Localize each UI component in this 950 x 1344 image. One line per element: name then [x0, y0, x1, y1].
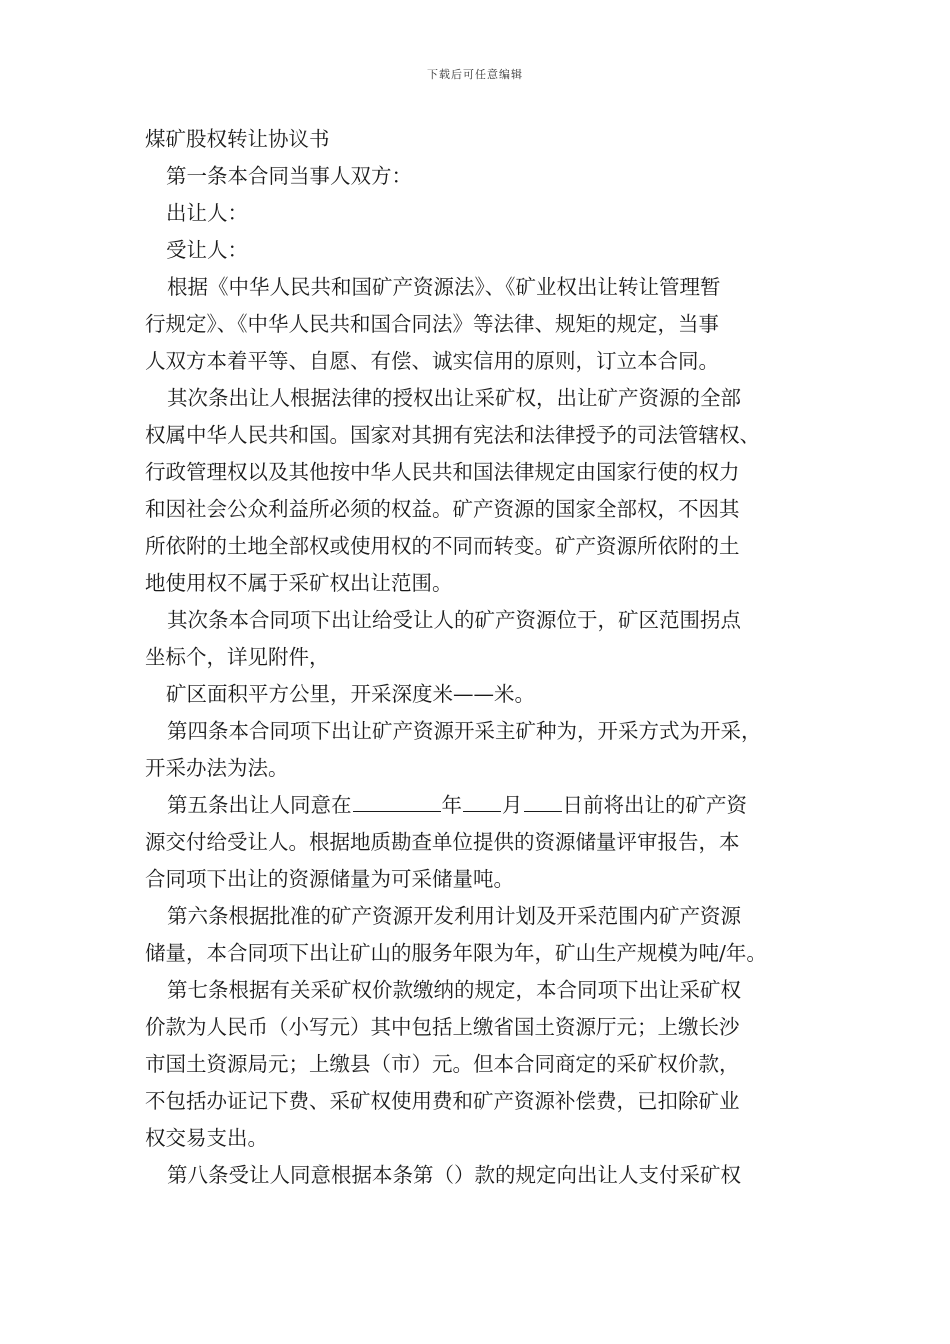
- preamble-line: 人双方本着平等、自愿、有偿、诚实信用的原则，订立本合同。: [145, 349, 719, 373]
- article-7-line: 第七条根据有关采矿权价款缴纳的规定，本合同项下出让采矿权: [167, 978, 741, 1002]
- document-title: 煤矿股权转让协议书: [145, 127, 330, 151]
- article-2-line: 行政管理权以及其他按中华人民共和国法律规定由国家行使的权力: [145, 460, 740, 484]
- article-7-line: 价款为人民币（小写元）其中包括上缴省国土资源厅元；上缴长沙: [145, 1015, 740, 1039]
- article-2-line: 其次条出让人根据法律的授权出让采矿权，出让矿产资源的全部: [167, 386, 741, 410]
- article-2-line: 和因社会公众利益所必须的权益。矿产资源的国家全部权，不因其: [145, 497, 740, 521]
- article-7-line: 市国土资源局元；上缴县（市）元。但本合同商定的采矿权价款，: [145, 1052, 740, 1076]
- article-5-first-line: [145, 787, 810, 824]
- article-7-line: 权交易支出。: [145, 1126, 268, 1150]
- month-blank: [463, 789, 501, 812]
- header-note: 下载后可任意编辑: [427, 68, 523, 81]
- article-4-line: 开采办法为法。: [145, 756, 289, 780]
- article-5-text: 第五条出让人同意在: [167, 793, 352, 817]
- day-blank: [524, 789, 562, 812]
- preamble-line: 根据《中华人民共和国矿产资源法》、《矿业权出让转让管理暂: [167, 275, 721, 299]
- article-1: 第一条本合同当事人双方：: [166, 164, 412, 188]
- article-2-line: 所依附的土地全部权或使用权的不同而转变。矿产资源所依附的土: [145, 534, 740, 558]
- article-3-line: 其次条本合同项下出让给受让人的矿产资源位于，矿区范围拐点: [167, 608, 741, 632]
- transferor-label: 出让人：: [166, 201, 248, 225]
- article-3-line: 坐标个，详见附件，: [145, 645, 330, 669]
- article-5-text: 日前将出让的矿产资: [562, 793, 747, 817]
- article-5-line: 合同项下出让的资源储量为可采储量吨。: [145, 867, 514, 891]
- transferee-label: 受让人：: [166, 238, 248, 262]
- year-blank: [353, 789, 441, 812]
- article-6-line: 第六条根据批准的矿产资源开发利用计划及开采范围内矿产资源: [167, 904, 741, 928]
- month-label: 月: [502, 793, 523, 817]
- article-4-line: 第四条本合同项下出让矿产资源开采主矿种为，开采方式为开采，: [167, 719, 762, 743]
- preamble-line: 行规定》、《中华人民共和国合同法》等法律、规矩的规定，当事: [145, 312, 719, 336]
- document-body: [145, 121, 810, 1194]
- year-label: 年: [441, 793, 462, 817]
- article-6-line: 储量，本合同项下出让矿山的服务年限为年，矿山生产规模为吨/年。: [145, 941, 767, 965]
- article-3-area-line: 矿区面积平方公里，开采深度米——米。: [166, 682, 535, 706]
- article-7-line: 不包括办证记下费、采矿权使用费和矿产资源补偿费，已扣除矿业: [145, 1089, 740, 1113]
- article-2-line: 权属中华人民共和国。国家对其拥有宪法和法律授予的司法管辖权、: [145, 423, 760, 447]
- article-8-line: 第八条受让人同意根据本条第（）款的规定向出让人支付采矿权: [167, 1163, 741, 1187]
- article-5-line: 源交付给受让人。根据地质勘查单位提供的资源储量评审报告，本: [145, 830, 740, 854]
- article-2-line: 地使用权不属于采矿权出让范围。: [145, 571, 453, 595]
